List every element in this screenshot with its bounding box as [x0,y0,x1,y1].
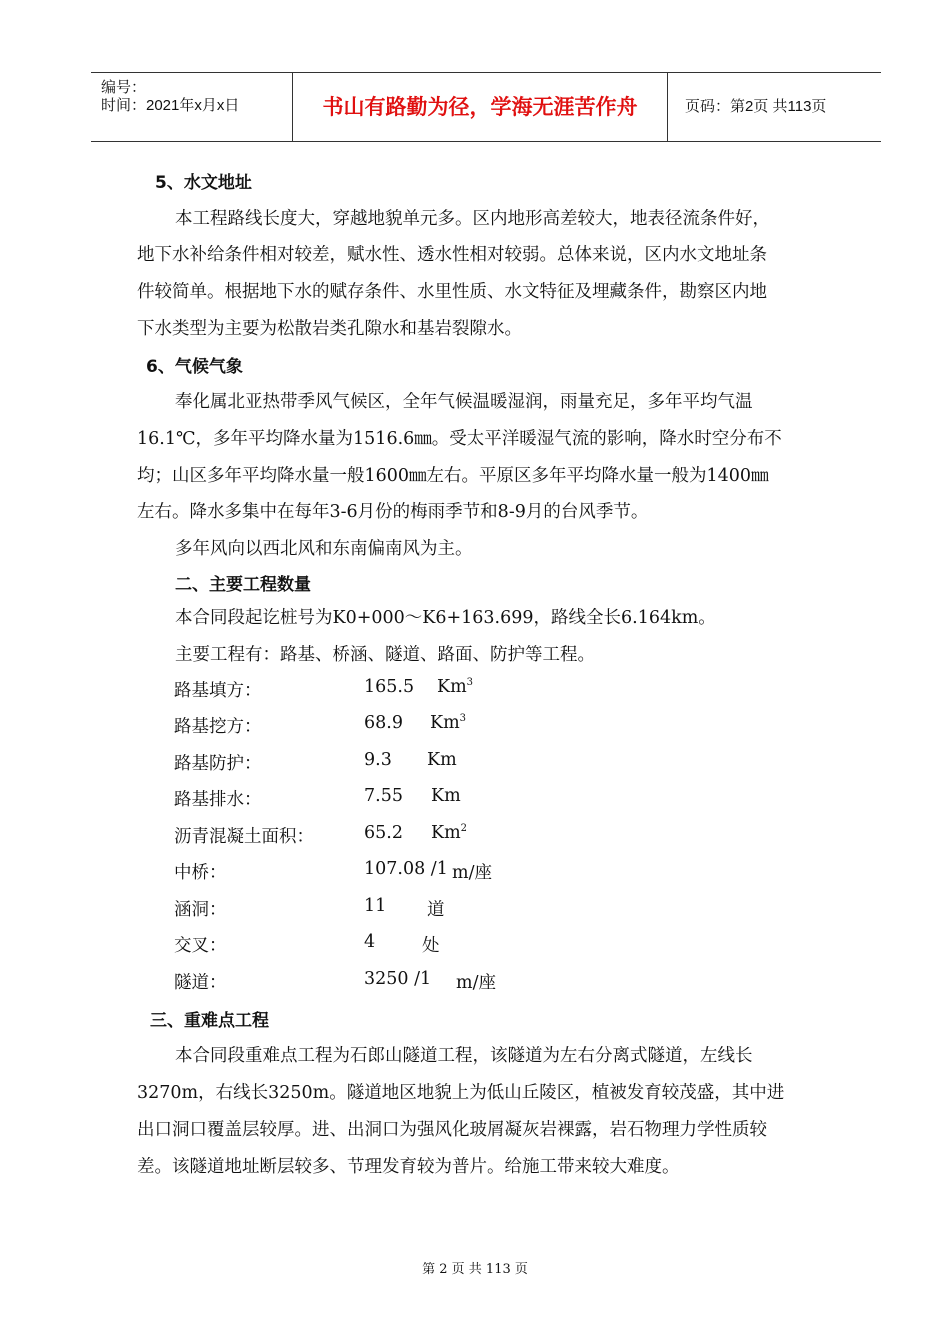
quantity-value: 3250 /1 [364,969,432,989]
paragraph-line: 16.1℃，多年平均降水量为1516.6㎜。受太平洋暖湿气流的影响，降水时空分布不 [137,429,782,449]
section-title-quantities: 二、主要工程数量 [175,575,311,595]
quantity-label: 交叉： [174,936,227,956]
paragraph-line: 左右。降水多集中在每年3-6月份的梅雨季节和8-9月的台风季节。 [137,502,649,522]
quantity-label: 沥青混凝土面积： [174,827,314,847]
quantity-unit [437,677,473,697]
paragraph-line: 3270m，右线长3250m。隧道地区地貌上为低山丘陵区，植被发育较茂盛，其中进 [137,1083,785,1103]
quantity-unit [456,969,496,994]
paragraph-line: 主要工程有：路基、桥涵、隧道、路面、防护等工程。 [175,645,595,665]
paragraph-line: 均；山区多年平均降水量一般1600㎜左右。平原区多年平均降水量一般为1400㎜ [137,466,769,486]
quantity-label: 路基防护： [174,754,262,774]
quantity-unit-text: Km [430,713,460,733]
quantity-label: 路基挖方： [174,717,262,737]
quantity-value: 7.55 [364,786,403,806]
paragraph-line: 本合同段起讫桩号为K0+000～K6+163.699，路线全长6.164km。 [175,608,716,628]
quantity-label: 路基排水： [174,790,262,810]
quantity-label: 涵洞： [174,900,227,920]
quantity-unit-exponent: 3 [466,677,474,689]
quantity-unit [422,932,440,957]
paragraph-line: 本合同段重难点工程为石郎山隧道工程，该隧道为左右分离式隧道，左线长 [175,1046,753,1066]
header-motto: 书山有路勤为径，学海无涯苦作舟 [292,73,668,141]
quantity-unit-text: m/座 [456,973,496,993]
quantity-value: 165.5 [364,677,415,697]
section-title-key-works: 三、重难点工程 [150,1011,269,1031]
paragraph-line: 件较简单。根据地下水的赋存条件、水里性质、水文特征及埋藏条件，勘察区内地 [137,282,767,302]
quantity-unit-text: m/座 [452,863,492,883]
paragraph-line: 奉化属北亚热带季风气候区，全年气候温暖湿润，雨量充足，多年平均气温 [175,392,753,412]
page-header [91,72,881,142]
quantity-unit [427,896,445,921]
paragraph-line: 差。该隧道地址断层较多、节理发育较为普片。给施工带来较大难度。 [137,1157,680,1177]
quantity-label: 隧道： [174,973,227,993]
quantity-value: 65.2 [364,823,403,843]
quantity-unit [427,750,457,770]
quantity-value: 9.3 [364,750,392,770]
quantity-unit-text: Km [437,677,467,697]
quantity-unit-text: 处 [422,936,440,956]
quantity-unit-text: Km [431,786,461,806]
paragraph-line: 本工程路线长度大，穿越地貌单元多。区内地形高差较大，地表径流条件好， [175,209,770,229]
quantity-unit-text: Km [431,823,461,843]
page-footer: 第 2 页 共 113 页 [422,1262,528,1277]
quantity-value: 107.08 /1 [364,859,448,879]
page-info-text: 页码：第2页 共113页 [685,98,827,115]
quantity-unit [452,859,492,884]
section-title-hydrology: 5、水文地址 [155,173,252,193]
number-label: 编号： [101,79,147,96]
paragraph-line: 下水类型为主要为松散岩类孔隙水和基岩裂隙水。 [137,319,522,339]
header-meta [91,73,291,141]
paragraph-line: 多年风向以西北风和东南偏南风为主。 [175,539,473,559]
quantity-unit-text: Km [427,750,457,770]
paragraph-line: 地下水补给条件相对较差，赋水性、透水性相对较弱。总体来说，区内水文地址条 [137,245,767,265]
quantity-unit [430,713,466,733]
quantity-unit [431,823,467,843]
section-title-climate: 6、气候气象 [146,357,243,377]
quantity-unit-text: 道 [427,900,445,920]
header-page-info [675,73,881,141]
time-label: 时间：2021年x月x日 [101,97,240,114]
quantity-label: 路基填方： [174,681,262,701]
quantity-value: 68.9 [364,713,403,733]
quantity-value: 11 [364,896,387,916]
quantity-unit-exponent: 2 [460,823,468,835]
quantity-unit-exponent: 3 [459,713,467,725]
quantity-unit [431,786,461,806]
quantity-value: 4 [364,932,376,952]
paragraph-line: 出口洞口覆盖层较厚。进、出洞口为强风化玻屑凝灰岩裸露，岩石物理力学性质较 [137,1120,767,1140]
quantity-label: 中桥： [174,863,227,883]
